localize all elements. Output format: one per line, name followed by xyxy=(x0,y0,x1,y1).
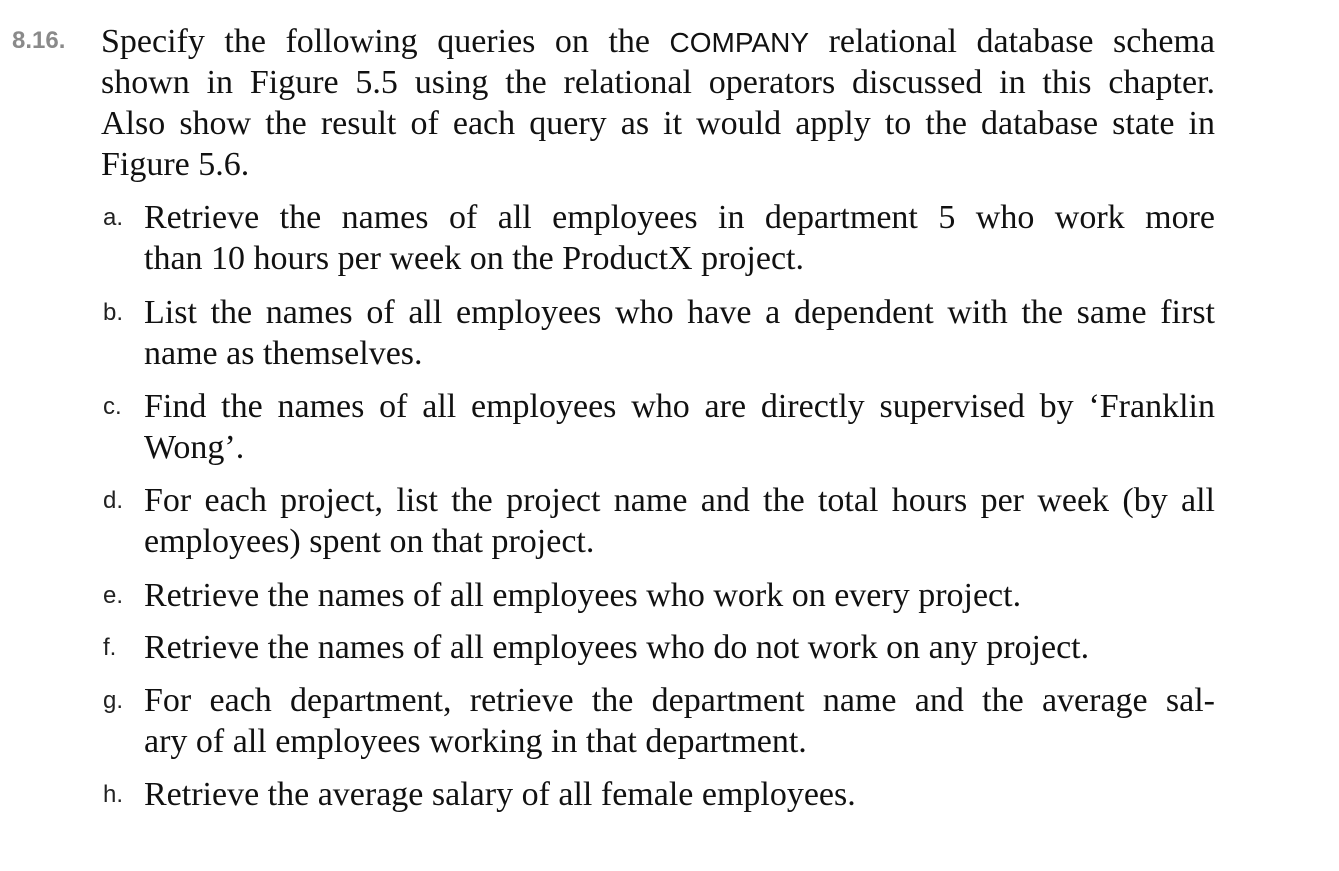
intro-line-1: Specify the following queries on the COMPANY relational database schema xyxy=(101,23,1215,60)
intro-line-3: Also show the result of each query as it would apply to the database state in xyxy=(101,105,1215,142)
item-letter-c: c. xyxy=(103,393,122,420)
item-letter-g: g. xyxy=(103,687,124,714)
item-g-line-2: ary of all employees working in that department. xyxy=(144,723,807,760)
item-c-line-2: Wong’. xyxy=(144,429,245,466)
intro-line-2: shown in Figure 5.5 using the relational operators discussed in this chapter. xyxy=(101,64,1215,101)
intro-line-4: Figure 5.6. xyxy=(101,146,250,183)
item-b-line-1: List the names of all employees who have a dependent with the same first xyxy=(144,294,1215,331)
item-c-line-1: Find the names of all employees who are directly supervised by ‘Franklin xyxy=(144,388,1215,425)
item-letter-f: f. xyxy=(103,634,117,661)
item-a-line-2: than 10 hours per week on the ProductX project. xyxy=(144,240,804,277)
item-d-line-2: employees) spent on that project. xyxy=(144,523,595,560)
item-h-line-1: Retrieve the average salary of all female employees. xyxy=(144,776,856,813)
item-letter-e: e. xyxy=(103,582,124,609)
item-d-line-1: For each project, list the project name and the total hours per week (by all xyxy=(144,482,1215,519)
exercise-number: 8.16. xyxy=(12,27,66,54)
item-f-line-1: Retrieve the names of all employees who do not work on any project. xyxy=(144,629,1090,666)
schema-name: COMPANY xyxy=(669,27,810,58)
item-e-line-1: Retrieve the names of all employees who work on every project. xyxy=(144,577,1022,614)
item-a-line-1: Retrieve the names of all employees in department 5 who work more xyxy=(144,199,1215,236)
item-g-line-1: For each department, retrieve the department name and the average sal- xyxy=(144,682,1215,719)
item-letter-d: d. xyxy=(103,487,124,514)
item-letter-h: h. xyxy=(103,781,124,808)
item-b-line-2: name as themselves. xyxy=(144,335,423,372)
item-letter-a: a. xyxy=(103,204,124,231)
item-letter-b: b. xyxy=(103,299,124,326)
